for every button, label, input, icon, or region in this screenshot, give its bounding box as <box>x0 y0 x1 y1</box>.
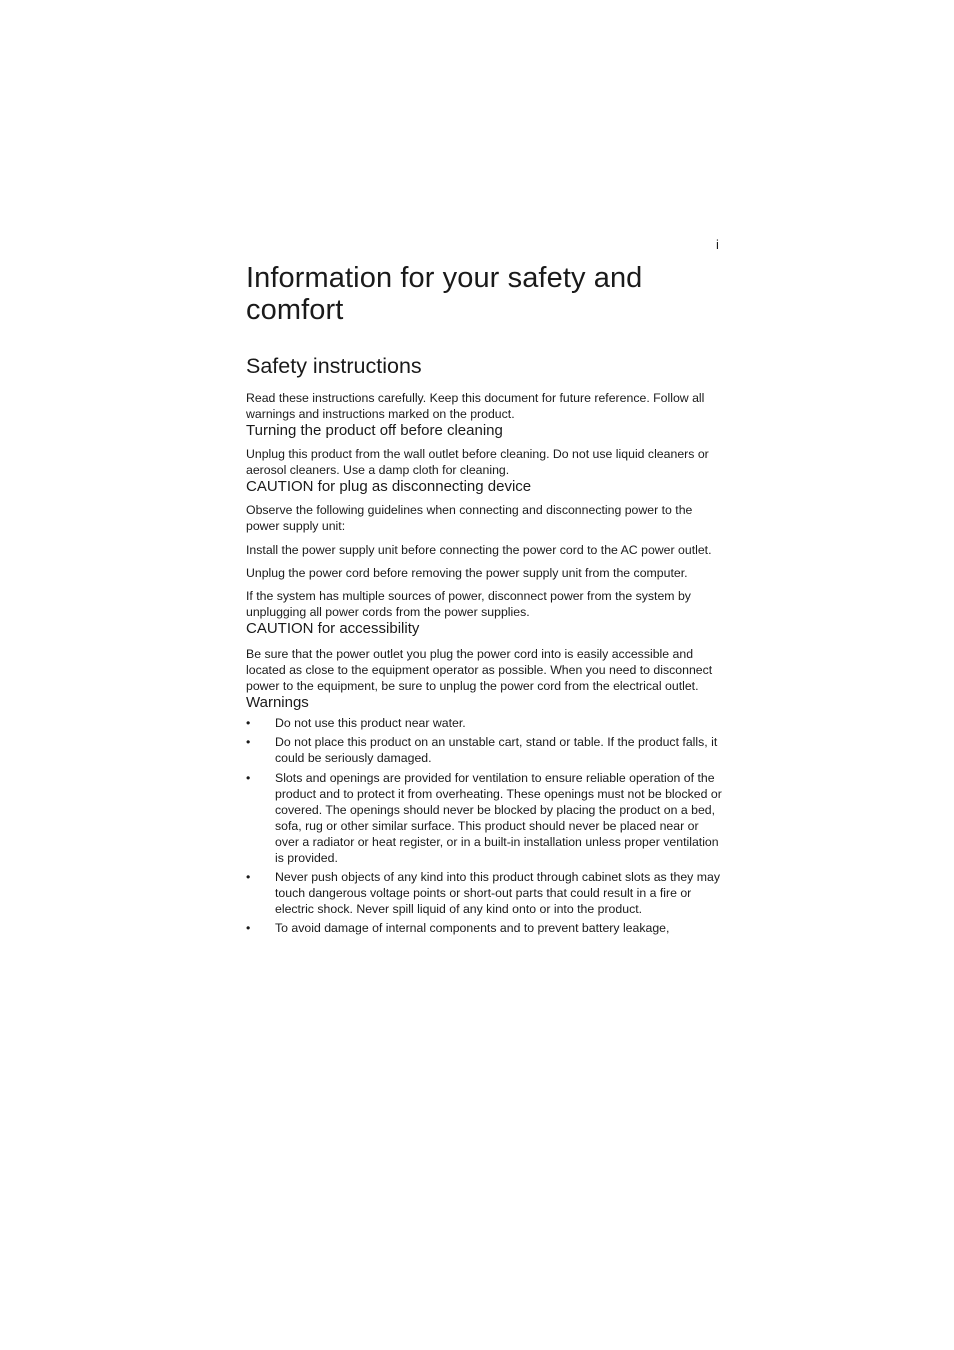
bullet-icon: • <box>246 735 251 750</box>
document-body <box>246 262 722 939</box>
accessibility-heading: CAUTION for accessibility <box>246 619 420 637</box>
document-title: Information for your safety and comfort <box>246 262 643 326</box>
warning-item <box>246 734 722 766</box>
bullet-icon: • <box>246 716 251 731</box>
plug-caution-heading: CAUTION for plug as disconnecting device <box>246 478 532 496</box>
plug-paragraph: Observe the following guidelines when connecting and disconnecting power to the power supply unit: <box>246 503 693 534</box>
warning-item <box>246 920 722 936</box>
page-number: i <box>716 237 719 252</box>
warnings-heading: Warnings <box>246 694 309 712</box>
plug-paragraph: Unplug the power cord before removing the power supply unit from the computer. <box>246 565 688 580</box>
section-title: Safety instructions <box>246 354 422 378</box>
plug-paragraph: Install the power supply unit before connecting the power cord to the AC power outlet. <box>246 542 712 557</box>
warning-text: To avoid damage of internal components and to prevent battery leakage, <box>275 921 670 936</box>
cleaning-heading: Turning the product off before cleaning <box>246 422 503 440</box>
cleaning-paragraph: Unplug this product from the wall outlet before cleaning. Do not use liquid cleaners or aerosol cleaners. Use a damp cloth for cleaning. <box>246 447 709 478</box>
plug-paragraph: If the system has multiple sources of power, disconnect power from the system by unplugging all power cords from the power supplies. <box>246 588 691 619</box>
warning-text: Never push objects of any kind into this product through cabinet slots as they may touch dangerous voltage points or short-out parts that could result in a fire or electric shock. Never spill liquid of any kind onto or into the product. <box>275 870 720 917</box>
bullet-icon: • <box>246 870 251 885</box>
accessibility-paragraph: Be sure that the power outlet you plug the power cord into is easily accessible and located as close to the equipment operator as possible. When you need to disconnect power to the equipment, be sure to unplug the power cord from the electrical outlet. <box>246 646 713 694</box>
warnings-list <box>246 715 722 936</box>
bullet-icon: • <box>246 770 251 785</box>
warning-item <box>246 869 722 917</box>
warning-item <box>246 770 722 867</box>
warning-text: Do not place this product on an unstable cart, stand or table. If the product falls, it could be seriously damaged. <box>275 735 718 766</box>
bullet-icon: • <box>246 921 251 936</box>
warning-item <box>246 715 722 731</box>
warning-text: Do not use this product near water. <box>275 716 466 731</box>
warning-text: Slots and openings are provided for ventilation to ensure reliable operation of the product and to protect it from overheating. These openings must not be blocked or covered. The openings should never be blocked by placing the product on a bed, sofa, rug or other similar surface. This product should never be placed near or over a radiator or heat register, or in a built-in installation unless proper ventilation is provided. <box>275 770 722 865</box>
intro-paragraph: Read these instructions carefully. Keep this document for future reference. Follow all warnings and instructions marked on the product. <box>246 391 705 422</box>
